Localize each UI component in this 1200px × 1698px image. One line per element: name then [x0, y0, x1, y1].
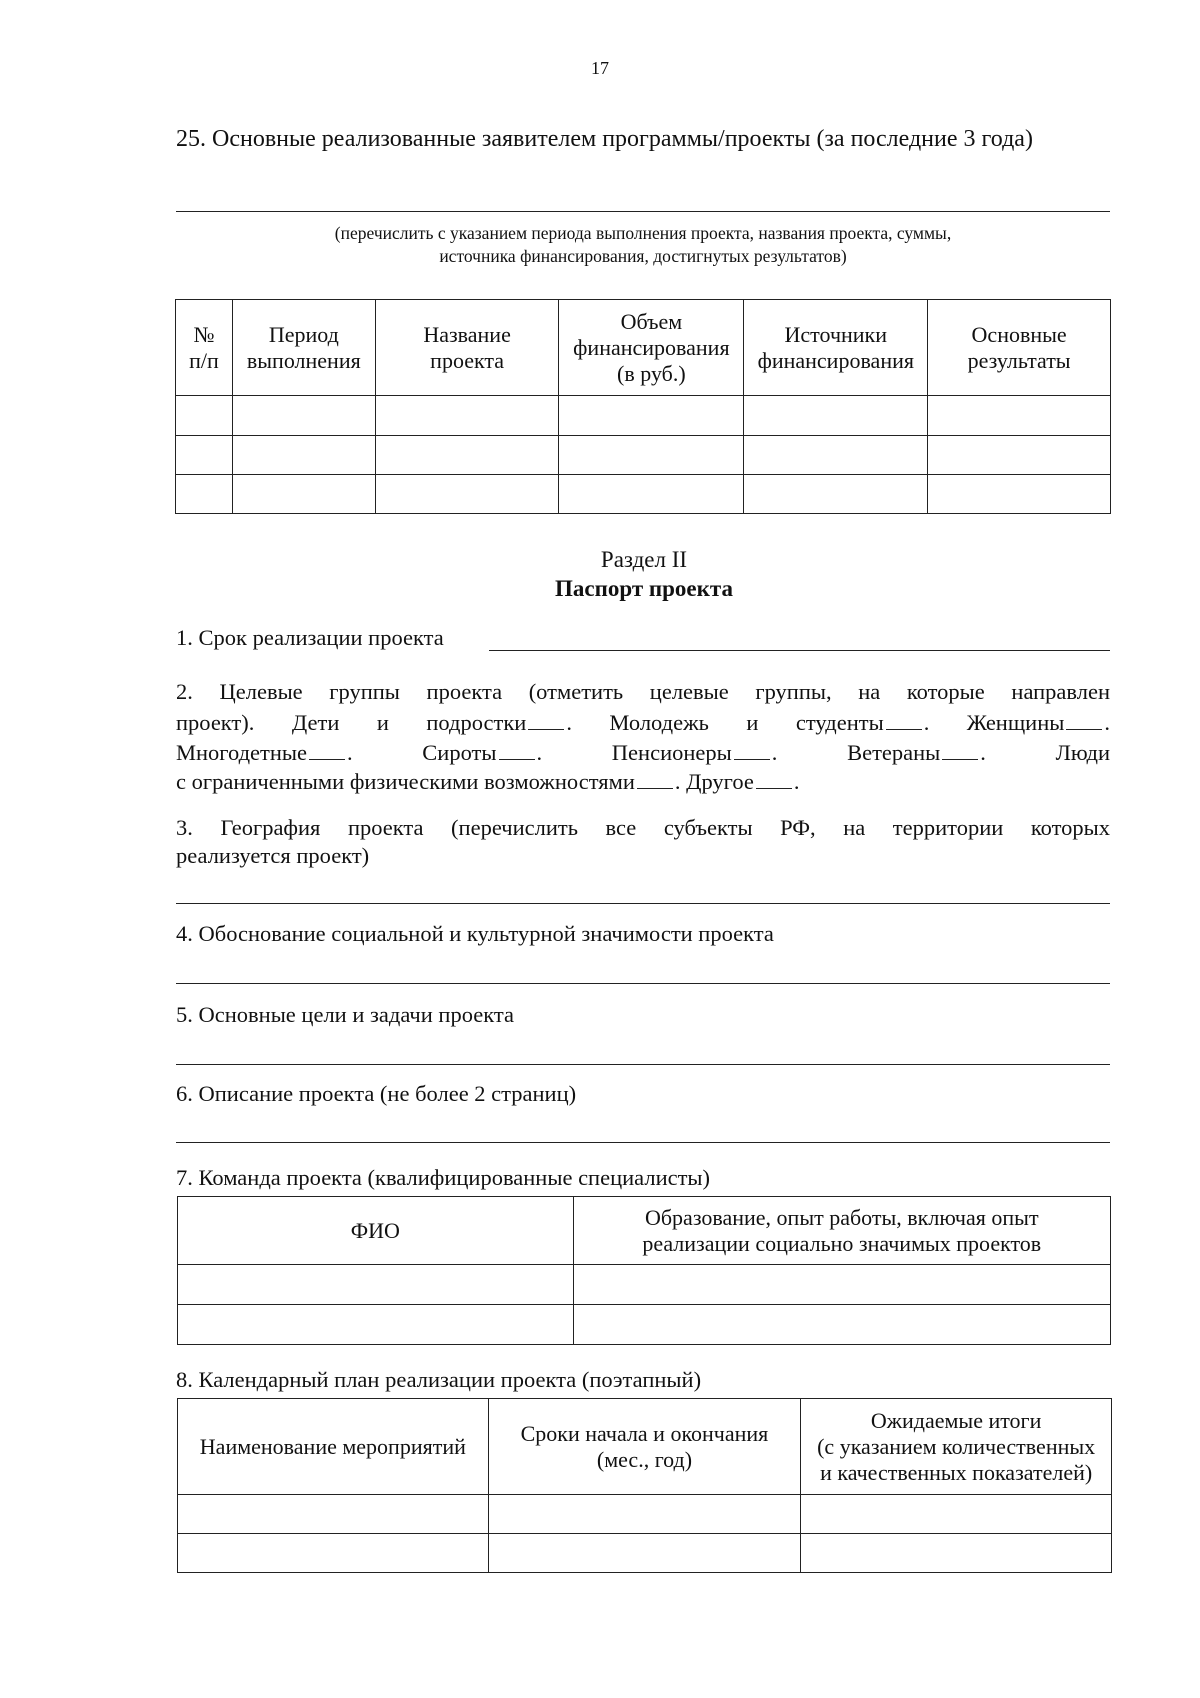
- table-cell[interactable]: [176, 396, 233, 436]
- table-cell[interactable]: [559, 475, 744, 514]
- blank-youth[interactable]: [886, 709, 922, 730]
- blank-women[interactable]: [1066, 709, 1102, 730]
- table-cell[interactable]: [375, 436, 559, 475]
- table-row: [176, 396, 1111, 436]
- table-cell[interactable]: [801, 1534, 1112, 1573]
- table-cell[interactable]: [744, 436, 928, 475]
- item-4-label: 4. Обоснование социальной и культурной значимости проекта: [176, 921, 774, 946]
- table-cell[interactable]: [928, 475, 1111, 514]
- table-cell[interactable]: [488, 1534, 801, 1573]
- item-4-answer-line[interactable]: [176, 983, 1110, 984]
- section-title: Раздел II: [600, 547, 688, 572]
- item-8-heading: 8. Календарный план реализации проекта (поэтапный): [176, 1367, 702, 1392]
- note-line-1: (перечислить с указанием периода выполнения проекта, названия проекта, суммы,: [334, 223, 952, 243]
- header-expected-results: Ожидаемые итоги (с указанием количественных и качественных показателей): [801, 1399, 1112, 1495]
- table-row: [178, 1305, 1111, 1345]
- header-funding-amount: Объем финансирования (в руб.): [559, 300, 744, 396]
- table-cell[interactable]: [744, 475, 928, 514]
- header-results: Основные результаты: [928, 300, 1111, 396]
- page-number: 17: [591, 58, 609, 78]
- header-number: № п/п: [176, 300, 233, 396]
- item-2-line-3: Многодетные . Сироты . Пенсионеры . Ветераны . Люди: [176, 740, 1111, 765]
- blank-disabled[interactable]: [637, 768, 673, 789]
- table-header-row: [176, 300, 1111, 396]
- calendar-plan-table: [177, 1398, 1112, 1573]
- table-cell[interactable]: [928, 436, 1111, 475]
- table-row: [176, 436, 1111, 475]
- item-3-line-1: 3. География проекта (перечислить все субъекты РФ, на территории которых: [176, 815, 1110, 840]
- table-cell[interactable]: [744, 396, 928, 436]
- header-education-experience: Образование, опыт работы, включая опыт реализации социально значимых проектов: [573, 1197, 1110, 1265]
- table-row: [176, 475, 1111, 514]
- table-cell[interactable]: [176, 475, 233, 514]
- table-header-row: [178, 1399, 1112, 1495]
- item-5-answer-line[interactable]: [176, 1064, 1110, 1065]
- table-cell[interactable]: [488, 1495, 801, 1534]
- programs-table: [175, 299, 1111, 514]
- table-cell[interactable]: [559, 396, 744, 436]
- header-full-name: ФИО: [178, 1197, 574, 1265]
- table-cell[interactable]: [178, 1305, 574, 1345]
- table-cell[interactable]: [573, 1305, 1110, 1345]
- answer-line: [176, 211, 1110, 212]
- table-header-row: [178, 1197, 1111, 1265]
- table-cell[interactable]: [232, 396, 375, 436]
- item-3-answer-line[interactable]: [176, 903, 1110, 904]
- blank-large-families[interactable]: [309, 739, 345, 760]
- section-subtitle: Паспорт проекта: [555, 576, 733, 601]
- blank-veterans[interactable]: [942, 739, 978, 760]
- table-cell[interactable]: [232, 475, 375, 514]
- header-project-name: Название проекта: [375, 300, 559, 396]
- item-3-line-2: реализуется проект): [176, 843, 370, 868]
- item-7-heading: 7. Команда проекта (квалифицированные специалисты): [176, 1165, 711, 1190]
- blank-orphans[interactable]: [499, 739, 535, 760]
- table-row: [178, 1265, 1111, 1305]
- table-cell[interactable]: [573, 1265, 1110, 1305]
- table-row: [178, 1534, 1112, 1573]
- item-25-note: [176, 222, 1110, 268]
- table-cell[interactable]: [559, 436, 744, 475]
- table-cell[interactable]: [178, 1265, 574, 1305]
- table-cell[interactable]: [928, 396, 1111, 436]
- item-6-answer-line[interactable]: [176, 1142, 1110, 1143]
- header-funding-sources: Источники финансирования: [744, 300, 928, 396]
- table-cell[interactable]: [178, 1495, 489, 1534]
- blank-pensioners[interactable]: [734, 739, 770, 760]
- note-line-2: источника финансирования, достигнутых результатов): [439, 246, 847, 266]
- header-dates: Сроки начала и окончания (мес., год): [488, 1399, 801, 1495]
- header-activities: Наименование мероприятий: [178, 1399, 489, 1495]
- item-2-line-1: 2. Целевые группы проекта (отметить целевые группы, на которые направлен: [176, 679, 1110, 704]
- table-cell[interactable]: [178, 1534, 489, 1573]
- item-25-heading: 25. Основные реализованные заявителем программы/проекты (за последние 3 года): [176, 126, 1033, 152]
- table-cell[interactable]: [375, 475, 559, 514]
- table-cell[interactable]: [375, 396, 559, 436]
- header-period: Период выполнения: [232, 300, 375, 396]
- item-1-label: 1. Срок реализации проекта: [176, 625, 444, 650]
- table-row: [178, 1495, 1112, 1534]
- table-cell[interactable]: [176, 436, 233, 475]
- item-5-label: 5. Основные цели и задачи проекта: [176, 1002, 514, 1027]
- item-1-answer-line[interactable]: [489, 650, 1110, 651]
- item-2-line-2: проект). Дети и подростки . Молодежь и студенты . Женщины .: [176, 710, 1110, 735]
- blank-other[interactable]: [756, 768, 792, 789]
- item-6-label: 6. Описание проекта (не более 2 страниц): [176, 1081, 577, 1106]
- team-table: [177, 1196, 1111, 1345]
- item-2-line-4: с ограниченными физическими возможностями . Другое .: [176, 769, 800, 794]
- table-cell[interactable]: [801, 1495, 1112, 1534]
- blank-children[interactable]: [528, 709, 564, 730]
- table-cell[interactable]: [232, 436, 375, 475]
